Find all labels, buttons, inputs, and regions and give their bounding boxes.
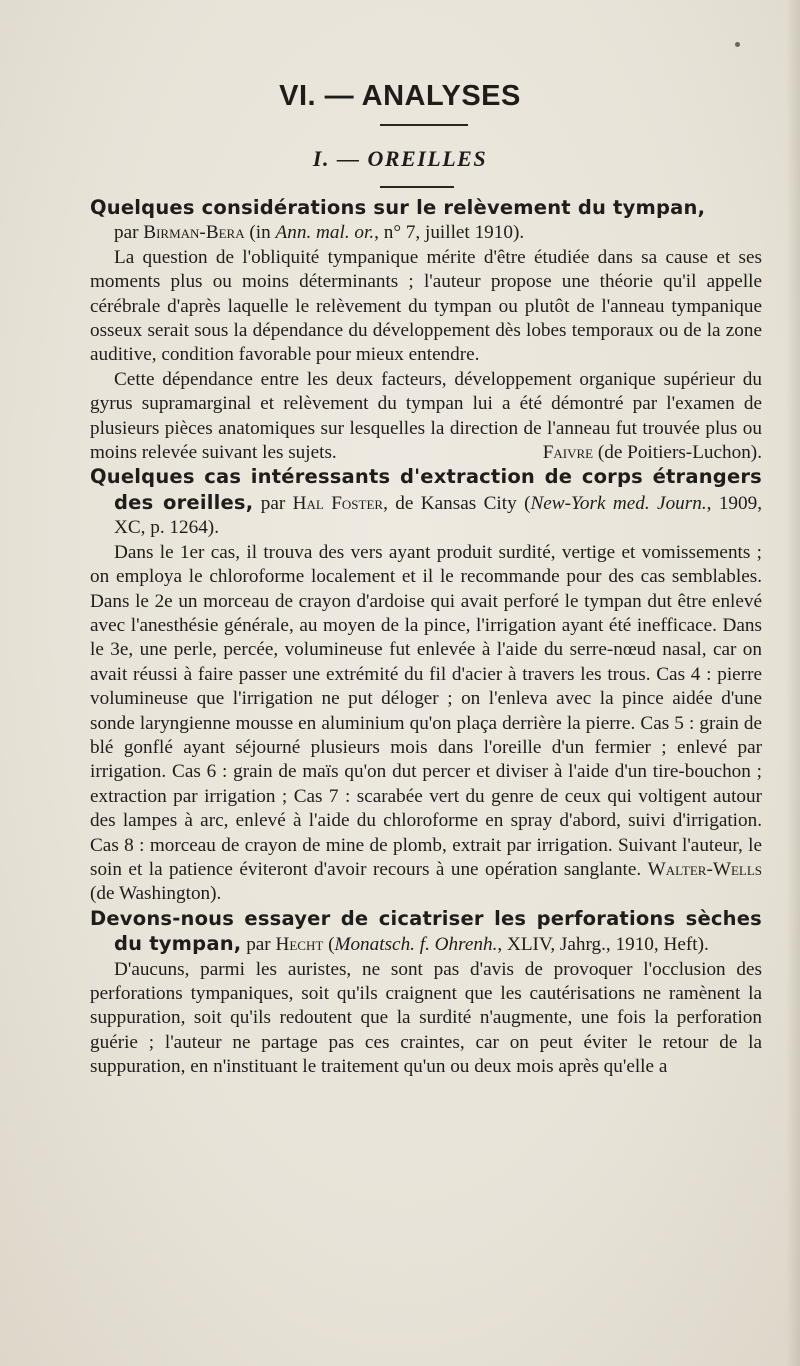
article-heading-2 [90, 465, 762, 540]
page-edge-shadow [786, 0, 800, 1366]
paragraph-2-1 [90, 541, 762, 907]
citation-open-1: (in [244, 222, 276, 244]
paragraph-2-1-text: Dans le 1er cas, il trouva des vers ayant produit surdité, vertige et vomissements ; on employa le chloroforme localement et il le recommande pour des cas semblables. Dans le 2e un morceau de crayon d'ardoise qui avait perforé le tympan dut être enlevé avec l'anesthésie générale, au moyen de la pince, l'irrigation ayant été inefficace. Dans le 3e, une perle, percée, volumineuse fut enlevée à l'aide du serre-nœud nasal, car on avait réussi à faire passer une extrémité du fil d'acier à travers les trous. Cas 4 : pierre volumineuse que l'irrigation ne put déloger ; on l'enleva avec la pince aidée d'une sonde laryngienne mousse en aluminium qu'on plaça derrière la pierre. Cas 5 : grain de blé gonflé ayant séjourné plusieurs mois dans l'oreille d'un fermier ; enlevé par irrigation. Cas 6 : grain de maïs qu'on dut percer et diviser à l'aide d'un tire-bouchon ; extraction par irrigation ; Cas 7 : scarabée vert du genre de ceux qui voltigent autour des lampes à arc, enlevé à l'aide du chloroforme en spray d'abord, suivi d'irrigation. Cas 8 : morceau de crayon de mine de plomb, extrait par irrigation. Suivant l'auteur, le soin et la patience éviteront d'avoir recours à une opération sanglante. [90, 541, 762, 880]
byline-prefix-1: par [114, 222, 144, 244]
article-author-1: Birman-Bera [143, 222, 245, 244]
article-author-3: Hecht [275, 934, 324, 956]
signature-name-1: Faivre [542, 442, 594, 464]
signature-name-2: Walter-Wells [647, 858, 762, 880]
signature-place-2: (de Washington). [90, 883, 222, 905]
signature-place-1: (de Poitiers-Luchon). [593, 442, 762, 464]
article-title-1: Quelques considérations sur le relèvement du tympan, [90, 196, 706, 219]
journal-1: Ann. mal. or. [275, 222, 375, 244]
title-rule [380, 124, 468, 126]
journal-2: New-York med. Journ. [530, 492, 707, 514]
citation-open-2: , de Kansas City ( [383, 492, 531, 514]
citation-rest-2: , 1909, XC, p. 1264). [114, 492, 762, 539]
byline-prefix-2: par [253, 492, 293, 514]
ink-speck [735, 42, 740, 47]
paragraph-1-1: La question de l'obliquité tympanique mérite d'être étudiée dans sa cause et ses moments plus ou moins déterminants ; l'auteur propose une théorie qu'il appelle cérébrale d'après laquelle le relèvement du tympan ou plutôt de l'anneau tympanique osseux serait sous la dépendance du développement dès lobes temporaux ou de la zone auditive, condition favorable pour mieux entendre. [90, 246, 762, 366]
paragraph-1-2-text: Cette dépendance entre les deux facteurs, développement organique supérieur du gyrus supramarginal et relèvement du tympan lui a été démontré par l'examen de plusieurs pièces anatomiques sur lesquelles la direction de l'anneau fut trouvée plus ou moins relevée suivant les sujets. [90, 368, 762, 464]
citation-open-3: ( [323, 934, 335, 956]
article-heading-3 [90, 907, 762, 958]
subtitle-rule [380, 186, 454, 188]
article-body [90, 196, 762, 1080]
byline-prefix-3: par [241, 934, 276, 956]
section-title: VI. — ANALYSES [279, 80, 521, 112]
citation-rest-3: , XLIV, Jahrg., 1910, Heft). [497, 934, 709, 956]
paragraph-1-2 [90, 368, 762, 466]
article-heading-1 [90, 196, 762, 246]
signature-1 [519, 441, 762, 465]
journal-3: Monatsch. f. Ohrenh. [334, 934, 498, 956]
article-author-2: Hal Foster [292, 492, 384, 514]
article-title-2: Quelques cas intéressants d'extraction de corps étrangers des oreilles, [90, 465, 762, 514]
paragraph-3-1: D'aucuns, parmi les auristes, ne sont pas d'avis de provoquer l'occlusion des perforations tympaniques, soit qu'ils craignent que les cautérisations ne ramènent la suppuration, soit qu'ils redoutent que la surdité n'augmente, une fois la perforation guérie ; l'auteur ne partage pas ces craintes, car on peut éviter le retour de la suppuration, en n'instituant le traitement qu'un ou deux mois après qu'elle a [90, 958, 762, 1078]
subsection-title: I. — OREILLES [312, 146, 488, 171]
article-title-3: Devons-nous essayer de cicatriser les perforations sèches du tympan, [90, 906, 762, 956]
citation-rest-1: , n° 7, juillet 1910). [374, 222, 525, 244]
